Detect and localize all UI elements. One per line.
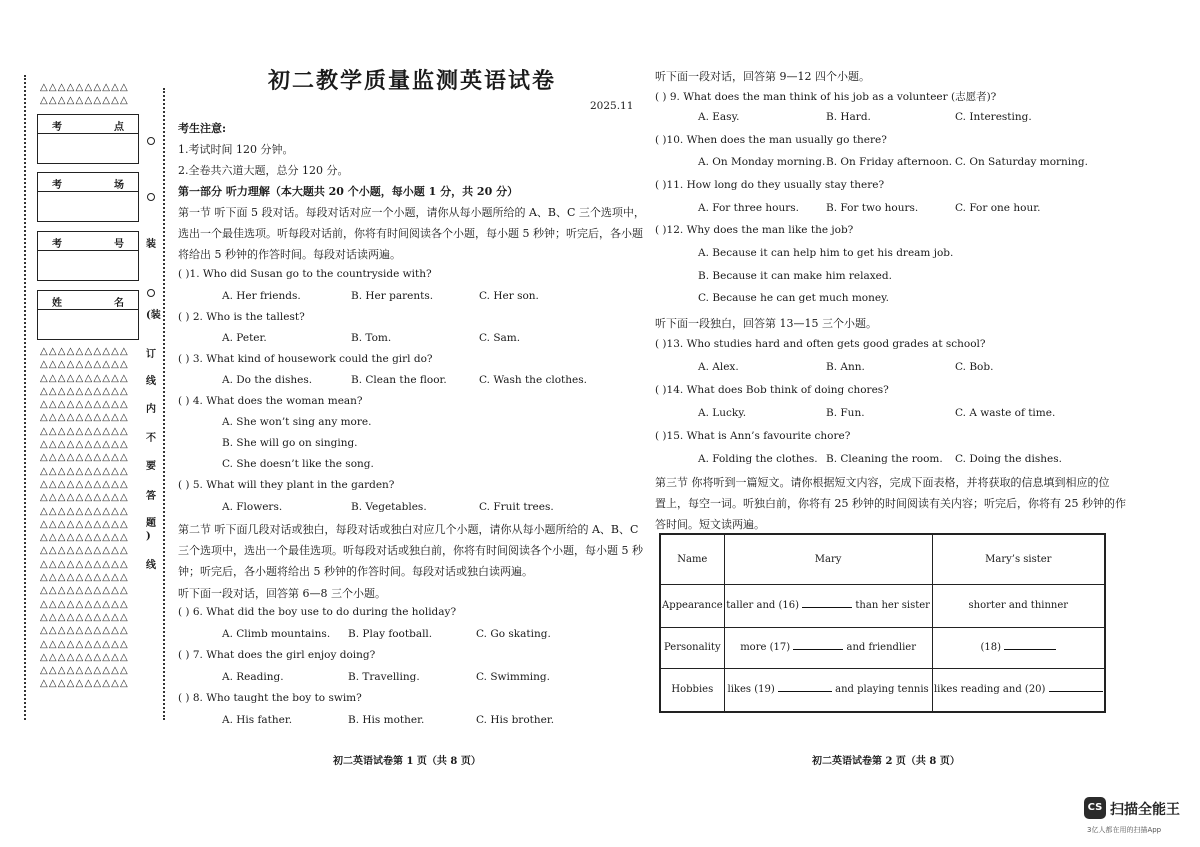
seal-char: 要 bbox=[146, 461, 156, 472]
q4-option-a[interactable]: A. She won’t sing any more. bbox=[222, 416, 372, 428]
q13-option-a[interactable]: A. Alex. bbox=[698, 361, 739, 373]
q12-option-b[interactable]: B. Because it can make him relaxed. bbox=[698, 270, 892, 282]
row-label: Hobbies bbox=[660, 668, 724, 712]
sister-cell bbox=[932, 668, 1105, 712]
cell-text: likes reading and (20) bbox=[933, 684, 1046, 696]
cell-text: than her sister bbox=[855, 600, 930, 611]
table-header: Mary’s sister bbox=[932, 534, 1105, 584]
q14-option-c[interactable]: C. A waste of time. bbox=[955, 407, 1056, 419]
triangle-pattern-bottom: △△△△△△△△△△ △△△△△△△△△△ △△△△△△△△△△ △△△△△△△△△△ △△△△△△△△△△ △△△△△△△△△△ △△△△△△△△△△ △△△△△△△△△△ △△△△△△△△△△ △△△△△△△△△△ △△△△△△△△△△ △△△△△△△△△△ △△△△△△△△△△ △△△△△△△△△△ △△△△△△△△△△ △△△△△△△△△△ △△△△△△△△△△ △△△△△△△△△△ △△△△△△△△△△ △△△△△△△△△△ △△△△△△△△△△ △△△△△△△△△△ △△△△△△△△△△ △△△△△△△△△△ △△△△△△△△△△ △△△△△△△△△△ bbox=[40, 346, 129, 690]
q2-option-c[interactable]: C. Sam. bbox=[479, 332, 521, 344]
exam-site-field[interactable]: 考 点 bbox=[37, 114, 139, 164]
cell-text: likes (19) bbox=[727, 684, 775, 696]
q14-option-a[interactable]: A. Lucky. bbox=[698, 407, 747, 419]
exam-room-field[interactable]: 考 场 bbox=[37, 172, 139, 222]
question-15: ( )15. What is Ann’s favourite chore? bbox=[655, 430, 851, 442]
seal-char: 答 bbox=[146, 491, 156, 502]
q1-option-a[interactable]: A. Her friends. bbox=[222, 290, 301, 302]
question-6: ( ) 6. What did the boy use to do during the holiday? bbox=[178, 606, 457, 618]
q9-option-c[interactable]: C. Interesting. bbox=[955, 111, 1032, 123]
question-3: ( ) 3. What kind of housework could the girl do? bbox=[178, 353, 433, 365]
q3-option-b[interactable]: B. Clean the floor. bbox=[351, 374, 447, 386]
q6-option-c[interactable]: C. Go skating. bbox=[476, 628, 551, 640]
seal-char: 线 bbox=[146, 560, 156, 571]
q11-option-a[interactable]: A. For three hours. bbox=[698, 202, 800, 214]
scanner-name: 扫描全能王 bbox=[1110, 802, 1180, 818]
seal-char: 装 bbox=[146, 239, 156, 250]
q7-option-c[interactable]: C. Swimming. bbox=[476, 671, 550, 683]
q10-option-c[interactable]: C. On Saturday morning. bbox=[955, 156, 1088, 168]
page-footer-1: 初二英语试卷第 1 页（共 8 页） bbox=[333, 756, 481, 767]
q6-option-a[interactable]: A. Climb mountains. bbox=[222, 628, 331, 640]
q2-option-b[interactable]: B. Tom. bbox=[351, 332, 392, 344]
section2-instructions: 第二节 听下面几段对话或独白，每段对话或独白对应几个小题，请你从每小题所给的 A、B、C bbox=[178, 523, 639, 536]
q4-option-c[interactable]: C. She doesn’t like the song. bbox=[222, 458, 374, 470]
question-9: ( ) 9. What does the man think of his job as a volunteer (志愿者)? bbox=[655, 91, 997, 103]
page-title: 初二教学质量监测英语试卷 bbox=[268, 68, 557, 94]
question-12: ( )12. Why does the man like the job? bbox=[655, 224, 854, 236]
q11-option-c[interactable]: C. For one hour. bbox=[955, 202, 1041, 214]
q8-option-b[interactable]: B. His mother. bbox=[348, 714, 425, 726]
section1-instructions: 选出一个最佳选项。听每段对话前，你将有时间阅读各个小题，每小题 5 秒钟；听完后，各小题 bbox=[178, 227, 643, 240]
name-field[interactable]: 姓 名 bbox=[37, 290, 139, 340]
q5-option-a[interactable]: A. Flowers. bbox=[222, 501, 283, 513]
q11-option-b[interactable]: B. For two hours. bbox=[826, 202, 919, 214]
q15-option-c[interactable]: C. Doing the dishes. bbox=[955, 453, 1062, 465]
part1-heading: 第一部分 听力理解（本大题共 20 个小题，每小题 1 分，共 20 分） bbox=[178, 185, 519, 198]
q9-option-a[interactable]: A. Easy. bbox=[698, 111, 740, 123]
question-8: ( ) 8. Who taught the boy to swim? bbox=[178, 692, 362, 704]
q15-option-b[interactable]: B. Cleaning the room. bbox=[826, 453, 943, 465]
listen-instruction-13-15: 听下面一段独白，回答第 13—15 三个小题。 bbox=[655, 317, 877, 330]
exam-date: 2025.11 bbox=[590, 100, 634, 112]
section3-instructions: 置上，每空一词。听独白前，你将有 25 秒钟的时间阅读有关内容；听完后，你将有 25 秒钟的作 bbox=[655, 497, 1126, 510]
question-7: ( ) 7. What does the girl enjoy doing? bbox=[178, 649, 376, 661]
camscanner-logo-icon: CS bbox=[1084, 797, 1106, 819]
q10-option-a[interactable]: A. On Monday morning. bbox=[698, 156, 826, 168]
scanner-slogan: 3亿人都在用的扫描App bbox=[1087, 826, 1162, 834]
question-10: ( )10. When does the man usually go there? bbox=[655, 134, 887, 146]
table-row bbox=[660, 627, 1105, 668]
section3-instructions: 第三节 你将听到一篇短文。请你根据短文内容，完成下面表格，并将获取的信息填到相应的位 bbox=[655, 476, 1110, 489]
mary-cell bbox=[724, 627, 932, 668]
q5-option-b[interactable]: B. Vegetables. bbox=[351, 501, 427, 513]
mary-cell bbox=[724, 668, 932, 712]
binding-dotted-line-left bbox=[24, 75, 26, 720]
seal-char: 不 bbox=[146, 433, 156, 444]
binding-hole-2 bbox=[147, 193, 155, 201]
seal-char: 内 bbox=[146, 404, 156, 415]
cell-text: taller and (16) bbox=[726, 600, 800, 611]
question-14: ( )14. What does Bob think of doing chores? bbox=[655, 384, 889, 396]
section1-instructions: 第一节 听下面 5 段对话。每段对话对应一个小题，请你从每小题所给的 A、B、C 三个选项中， bbox=[178, 206, 645, 219]
cell-text: more (17) bbox=[740, 642, 791, 653]
sister-cell bbox=[932, 627, 1105, 668]
cell-text: shorter and thinner bbox=[968, 600, 1069, 611]
cell-text: and playing tennis bbox=[835, 684, 929, 696]
section2-instructions: 钟；听完后，各小题将给出 5 秒钟的作答时间。每段对话或独白读两遍。 bbox=[178, 565, 533, 578]
page-footer-2: 初二英语试卷第 2 页（共 8 页） bbox=[812, 756, 960, 767]
answer-blank-20[interactable] bbox=[1049, 691, 1103, 692]
q5-option-c[interactable]: C. Fruit trees. bbox=[479, 501, 554, 513]
q13-option-b[interactable]: B. Ann. bbox=[826, 361, 865, 373]
notice-item: 1.考试时间 120 分钟。 bbox=[178, 143, 294, 156]
seal-char: 线 bbox=[146, 376, 156, 387]
q10-option-b[interactable]: B. On Friday afternoon. bbox=[826, 156, 953, 168]
q1-option-b[interactable]: B. Her parents. bbox=[351, 290, 434, 302]
mary-cell bbox=[724, 584, 932, 627]
q14-option-b[interactable]: B. Fun. bbox=[826, 407, 865, 419]
section2-instructions: 三个选项中，选出一个最佳选项。听每段对话或独白前，你将有时间阅读各个小题，每小题 5 秒 bbox=[178, 544, 643, 557]
table-row bbox=[660, 584, 1105, 627]
q3-option-a[interactable]: A. Do the dishes. bbox=[222, 374, 313, 386]
answer-blank-16[interactable] bbox=[802, 607, 852, 608]
q12-option-c[interactable]: C. Because he can get much money. bbox=[698, 292, 889, 304]
exam-number-field[interactable]: 考 号 bbox=[37, 231, 139, 281]
table-header: Name bbox=[660, 534, 724, 584]
cell-text: (18) bbox=[980, 642, 1001, 653]
answer-blank-19[interactable] bbox=[778, 691, 832, 692]
listen-instruction-9-12: 听下面一段对话，回答第 9—12 四个小题。 bbox=[655, 70, 870, 83]
q7-option-b[interactable]: B. Travelling. bbox=[348, 671, 420, 683]
question-2: ( ) 2. Who is the tallest? bbox=[178, 311, 305, 323]
q8-option-c[interactable]: C. His brother. bbox=[476, 714, 555, 726]
notice-item: 2.全卷共六道大题，总分 120 分。 bbox=[178, 164, 349, 177]
answer-blank-18[interactable] bbox=[1004, 649, 1056, 650]
q3-option-c[interactable]: C. Wash the clothes. bbox=[479, 374, 587, 386]
question-4: ( ) 4. What does the woman mean? bbox=[178, 395, 363, 407]
question-1: ( )1. Who did Susan go to the countryside with? bbox=[178, 268, 432, 280]
question-5: ( ) 5. What will they plant in the garden? bbox=[178, 479, 395, 491]
binding-hole-3 bbox=[147, 289, 155, 297]
table-header-row bbox=[660, 534, 1105, 584]
info-table bbox=[659, 533, 1106, 713]
q7-option-a[interactable]: A. Reading. bbox=[222, 671, 284, 683]
question-13: ( )13. Who studies hard and often gets good grades at school? bbox=[655, 338, 986, 350]
listen-instruction-6-8: 听下面一段对话，回答第 6—8 三个小题。 bbox=[178, 587, 386, 600]
row-label: Appearance bbox=[660, 584, 724, 627]
q2-option-a[interactable]: A. Peter. bbox=[222, 332, 267, 344]
q13-option-c[interactable]: C. Bob. bbox=[955, 361, 994, 373]
section3-instructions: 答时间。短文读两遍。 bbox=[655, 518, 765, 531]
table-header: Mary bbox=[724, 534, 932, 584]
notice-heading: 考生注意: bbox=[178, 122, 227, 135]
q8-option-a[interactable]: A. His father. bbox=[222, 714, 293, 726]
seal-char: ) bbox=[146, 531, 151, 542]
table-row bbox=[660, 668, 1105, 712]
binding-hole-1 bbox=[147, 137, 155, 145]
cell-text: and friendlier bbox=[846, 642, 917, 653]
sister-cell bbox=[932, 584, 1105, 627]
q9-option-b[interactable]: B. Hard. bbox=[826, 111, 871, 123]
q1-option-c[interactable]: C. Her son. bbox=[479, 290, 539, 302]
q4-option-b[interactable]: B. She will go on singing. bbox=[222, 437, 358, 449]
answer-blank-17[interactable] bbox=[793, 649, 843, 650]
q6-option-b[interactable]: B. Play football. bbox=[348, 628, 433, 640]
row-label: Personality bbox=[660, 627, 724, 668]
seal-char: (装 bbox=[146, 310, 161, 321]
question-11: ( )11. How long do they usually stay there? bbox=[655, 179, 885, 191]
triangle-pattern-top: △△△△△△△△△△ △△△△△△△△△△ bbox=[40, 82, 129, 107]
binding-dotted-line-right bbox=[163, 88, 165, 720]
q15-option-a[interactable]: A. Folding the clothes. bbox=[698, 453, 818, 465]
seal-char: 订 bbox=[146, 349, 156, 360]
section1-instructions: 将给出 5 秒钟的作答时间。每段对话读两遍。 bbox=[178, 248, 401, 261]
seal-char: 题 bbox=[146, 518, 156, 529]
q12-option-a[interactable]: A. Because it can help him to get his dream job. bbox=[698, 247, 954, 259]
